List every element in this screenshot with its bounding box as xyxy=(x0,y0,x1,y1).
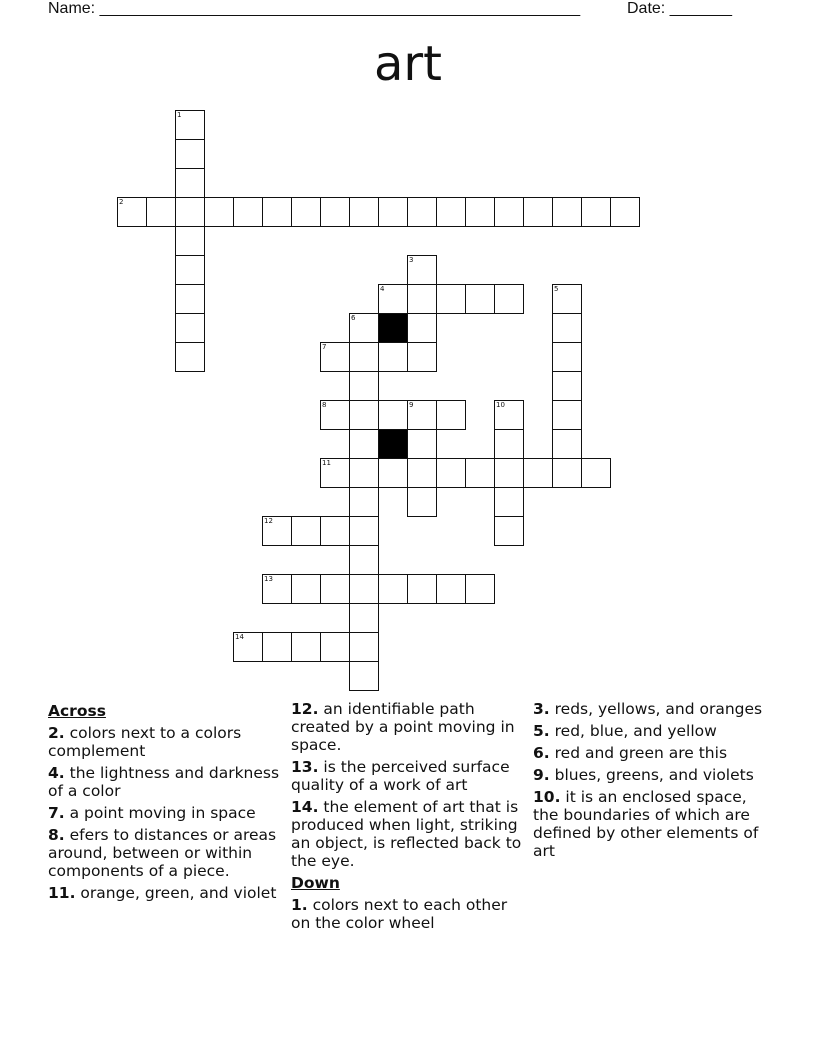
crossword-cell[interactable] xyxy=(552,197,582,227)
crossword-cell[interactable] xyxy=(494,284,524,314)
clue-number: 3. xyxy=(533,700,550,718)
clue-number: 6. xyxy=(533,744,550,762)
cell-number: 3 xyxy=(409,256,414,264)
crossword-cell[interactable] xyxy=(494,429,524,459)
cell-number: 10 xyxy=(496,401,505,409)
crossword-cell[interactable] xyxy=(291,197,321,227)
crossword-cell[interactable] xyxy=(436,458,466,488)
clue-item xyxy=(48,724,280,760)
crossword-cell[interactable] xyxy=(262,197,292,227)
crossword-cell[interactable] xyxy=(552,400,582,430)
crossword-cell[interactable] xyxy=(175,197,205,227)
crossword-cell[interactable] xyxy=(407,342,437,372)
crossword-cell[interactable] xyxy=(407,574,437,604)
crossword-cell[interactable] xyxy=(407,487,437,517)
clue-number: 1. xyxy=(291,896,308,914)
clue-item xyxy=(48,884,280,902)
crossword-cell[interactable] xyxy=(552,458,582,488)
crossword-cell[interactable] xyxy=(407,429,437,459)
clue-text: an identifiable path created by a point moving in space. xyxy=(291,700,515,754)
clue-text: blues, greens, and violets xyxy=(554,766,754,784)
crossword-cell[interactable] xyxy=(436,284,466,314)
crossword-cell[interactable] xyxy=(407,313,437,343)
crossword-cell[interactable] xyxy=(465,458,495,488)
crossword-cell[interactable] xyxy=(175,284,205,314)
crossword-cell[interactable] xyxy=(523,197,553,227)
clue-section-heading: Across xyxy=(48,702,106,720)
crossword-cell[interactable] xyxy=(523,458,553,488)
cell-number: 4 xyxy=(380,285,385,293)
crossword-cell[interactable] xyxy=(175,168,205,198)
cell-number: 6 xyxy=(351,314,356,322)
clues-column-2 xyxy=(291,700,523,936)
crossword-cell[interactable] xyxy=(320,516,350,546)
crossword-cell[interactable] xyxy=(349,313,379,343)
crossword-cell[interactable] xyxy=(494,487,524,517)
crossword-cell[interactable] xyxy=(349,487,379,517)
clue-text: colors next to a colors complement xyxy=(48,724,242,760)
clue-number: 8. xyxy=(48,826,65,844)
clue-item xyxy=(291,896,523,932)
crossword-cell[interactable] xyxy=(378,284,408,314)
page-title: art xyxy=(374,36,442,92)
clue-number: 11. xyxy=(48,884,76,902)
crossword-cell[interactable] xyxy=(610,197,640,227)
clue-item xyxy=(533,700,773,718)
date-label: Date: xyxy=(627,0,666,17)
clue-item xyxy=(533,766,773,784)
crossword-cell[interactable] xyxy=(581,197,611,227)
crossword-cell[interactable] xyxy=(407,197,437,227)
crossword-cell[interactable] xyxy=(552,429,582,459)
crossword-cell[interactable] xyxy=(552,313,582,343)
crossword-cell[interactable] xyxy=(233,632,263,662)
crossword-cell[interactable] xyxy=(320,197,350,227)
clue-number: 12. xyxy=(291,700,319,718)
clues-column-1 xyxy=(48,700,280,906)
crossword-cell[interactable] xyxy=(175,255,205,285)
clue-number: 13. xyxy=(291,758,319,776)
crossword-cell[interactable] xyxy=(291,516,321,546)
name-line[interactable]: ______________________________________________________ xyxy=(99,0,581,17)
clues-column-3 xyxy=(533,700,773,864)
cell-number: 11 xyxy=(322,459,331,467)
crossword-cell[interactable] xyxy=(320,458,350,488)
clue-text: colors next to each other on the color wheel xyxy=(291,896,508,932)
clue-text: red and green are this xyxy=(554,744,728,762)
crossword-cell[interactable] xyxy=(378,342,408,372)
crossword-cell[interactable] xyxy=(378,574,408,604)
clue-number: 9. xyxy=(533,766,550,784)
clue-text: the element of art that is produced when light, striking an object, is reflected back to the eye. xyxy=(291,798,522,870)
clue-item xyxy=(48,764,280,800)
cell-number: 9 xyxy=(409,401,414,409)
crossword-cell[interactable] xyxy=(291,574,321,604)
clue-item xyxy=(533,744,773,762)
clue-section-heading: Down xyxy=(291,874,340,892)
cell-number: 13 xyxy=(264,575,273,583)
crossword-cell[interactable] xyxy=(552,371,582,401)
clue-item xyxy=(291,758,523,794)
cell-number: 1 xyxy=(177,111,182,119)
crossword-cell[interactable] xyxy=(349,371,379,401)
crossword-cell[interactable] xyxy=(407,284,437,314)
crossword-cell[interactable] xyxy=(349,429,379,459)
crossword-cell[interactable] xyxy=(465,574,495,604)
crossword-cell[interactable] xyxy=(175,313,205,343)
clue-item xyxy=(48,804,280,822)
crossword-cell[interactable] xyxy=(146,197,176,227)
crossword-cell[interactable] xyxy=(436,574,466,604)
crossword-cell[interactable] xyxy=(175,342,205,372)
clue-text: the lightness and darkness of a color xyxy=(48,764,280,800)
crossword-cell[interactable] xyxy=(349,661,379,691)
clue-number: 2. xyxy=(48,724,65,742)
crossword-cell[interactable] xyxy=(494,516,524,546)
crossword-cell[interactable] xyxy=(349,574,379,604)
crossword-cell[interactable] xyxy=(349,400,379,430)
crossword-cell[interactable] xyxy=(494,197,524,227)
crossword-cell[interactable] xyxy=(262,574,292,604)
crossword-cell[interactable] xyxy=(349,632,379,662)
crossword-cell[interactable] xyxy=(320,342,350,372)
crossword-cell[interactable] xyxy=(436,400,466,430)
crossword-cell[interactable] xyxy=(349,458,379,488)
cell-number: 12 xyxy=(264,517,273,525)
clue-text: orange, green, and violet xyxy=(80,884,277,902)
crossword-cell[interactable] xyxy=(175,110,205,140)
crossword-cell[interactable] xyxy=(407,458,437,488)
clue-number: 7. xyxy=(48,804,65,822)
crossword-cell[interactable] xyxy=(291,632,321,662)
crossword-cell[interactable] xyxy=(378,458,408,488)
clue-number: 14. xyxy=(291,798,319,816)
crossword-cell[interactable] xyxy=(465,197,495,227)
clue-number: 5. xyxy=(533,722,550,740)
crossword-cell[interactable] xyxy=(552,284,582,314)
clue-text: it is an enclosed space, the boundaries of which are defined by other elements of art xyxy=(533,788,759,860)
cell-number: 7 xyxy=(322,343,327,351)
crossword-cell[interactable] xyxy=(407,255,437,285)
crossword-cell[interactable] xyxy=(320,632,350,662)
clue-item xyxy=(291,798,523,870)
crossword-cell[interactable] xyxy=(436,197,466,227)
crossword-cell[interactable] xyxy=(349,545,379,575)
clue-number: 4. xyxy=(48,764,65,782)
clue-text: efers to distances or areas around, between or within components of a piece. xyxy=(48,826,277,880)
crossword-cell[interactable] xyxy=(262,632,292,662)
crossword-cell[interactable] xyxy=(320,574,350,604)
crossword-cell[interactable] xyxy=(465,284,495,314)
crossword-cell[interactable] xyxy=(349,197,379,227)
crossword-cell[interactable] xyxy=(494,458,524,488)
crossword-cell[interactable] xyxy=(262,516,292,546)
clue-text: red, blue, and yellow xyxy=(554,722,717,740)
clue-item xyxy=(533,722,773,740)
crossword-cell[interactable] xyxy=(407,400,437,430)
crossword-cell[interactable] xyxy=(175,226,205,256)
crossword-cell[interactable] xyxy=(552,342,582,372)
clue-item xyxy=(48,826,280,880)
crossword-cell[interactable] xyxy=(117,197,147,227)
crossword-cell[interactable] xyxy=(349,516,379,546)
crossword-cell[interactable] xyxy=(349,603,379,633)
crossword-cell[interactable] xyxy=(494,400,524,430)
crossword-cell[interactable] xyxy=(378,400,408,430)
clue-text: reds, yellows, and oranges xyxy=(554,700,763,718)
crossword-cell[interactable] xyxy=(175,139,205,169)
cell-number: 5 xyxy=(554,285,559,293)
cell-number: 14 xyxy=(235,633,244,641)
crossword-black-cell xyxy=(378,429,408,459)
clue-number: 10. xyxy=(533,788,561,806)
crossword-cell[interactable] xyxy=(233,197,263,227)
clue-text: a point moving in space xyxy=(69,804,256,822)
clue-item xyxy=(291,700,523,754)
crossword-cell[interactable] xyxy=(320,400,350,430)
crossword-cell[interactable] xyxy=(204,197,234,227)
date-line[interactable]: _______ xyxy=(669,0,732,17)
crossword-black-cell xyxy=(378,313,408,343)
cell-number: 8 xyxy=(322,401,327,409)
crossword-cell[interactable] xyxy=(349,342,379,372)
crossword-cell[interactable] xyxy=(581,458,611,488)
cell-number: 2 xyxy=(119,198,124,206)
clue-item xyxy=(533,788,773,860)
crossword-cell[interactable] xyxy=(378,197,408,227)
name-label: Name: xyxy=(48,0,96,17)
clue-text: is the perceived surface quality of a work of art xyxy=(291,758,510,794)
